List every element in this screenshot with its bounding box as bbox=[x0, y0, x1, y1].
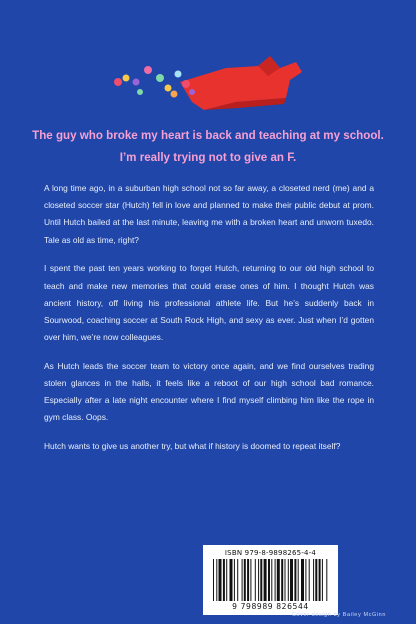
blurb bbox=[44, 180, 374, 467]
barcode-digits: 9 798989 826544 bbox=[232, 602, 309, 611]
candy-bag-icon bbox=[108, 42, 308, 112]
blurb-paragraph-4: Hutch wants to give us another try, but what if history is doomed to repeat itself? bbox=[44, 441, 341, 452]
tagline bbox=[30, 125, 386, 169]
isbn-label: ISBN 979-8-9898265-4-4 bbox=[224, 549, 317, 557]
tagline-line-1: The guy who broke my heart is back and teaching at my school. bbox=[32, 129, 384, 142]
tagline-line-2: I’m really trying not to give an F. bbox=[119, 151, 297, 164]
gumball-icon bbox=[114, 66, 195, 98]
barcode-icon bbox=[211, 559, 330, 601]
blurb-paragraph-1: A long time ago, in a suburban high school not so far away, a closeted nerd (me) and a closeted soccer star (Hutch) fell in love and planned to make their public debut at prom. Until Hutch bailed at the last minute, leaving me with a broken heart and unworn tuxedo. Tale as old as time, right? bbox=[44, 183, 374, 245]
blurb-paragraph-2: I spent the past ten years working to forget Hutch, returning to our old high school to teach and make new memories that could erase ones of him. I thought Hutch was ancient history, off living his professional athlete life. But he’s suddenly back in Sourwood, coaching soccer at South Rock High, and sexy as ever. Just when I’d gotten over him, we’re now colleagues. bbox=[44, 263, 374, 343]
cover-credit: Cover design by Bailey McGinn bbox=[291, 612, 386, 618]
blurb-paragraph-3: As Hutch leads the soccer team to victory once again, and we find ourselves trading stolen glances in the halls, it feels like a reboot of our high school bad romance. Especially after a late night encounter where I find myself climbing him like the rope in gym class. Oops. bbox=[44, 360, 374, 423]
barcode-box bbox=[203, 545, 338, 615]
